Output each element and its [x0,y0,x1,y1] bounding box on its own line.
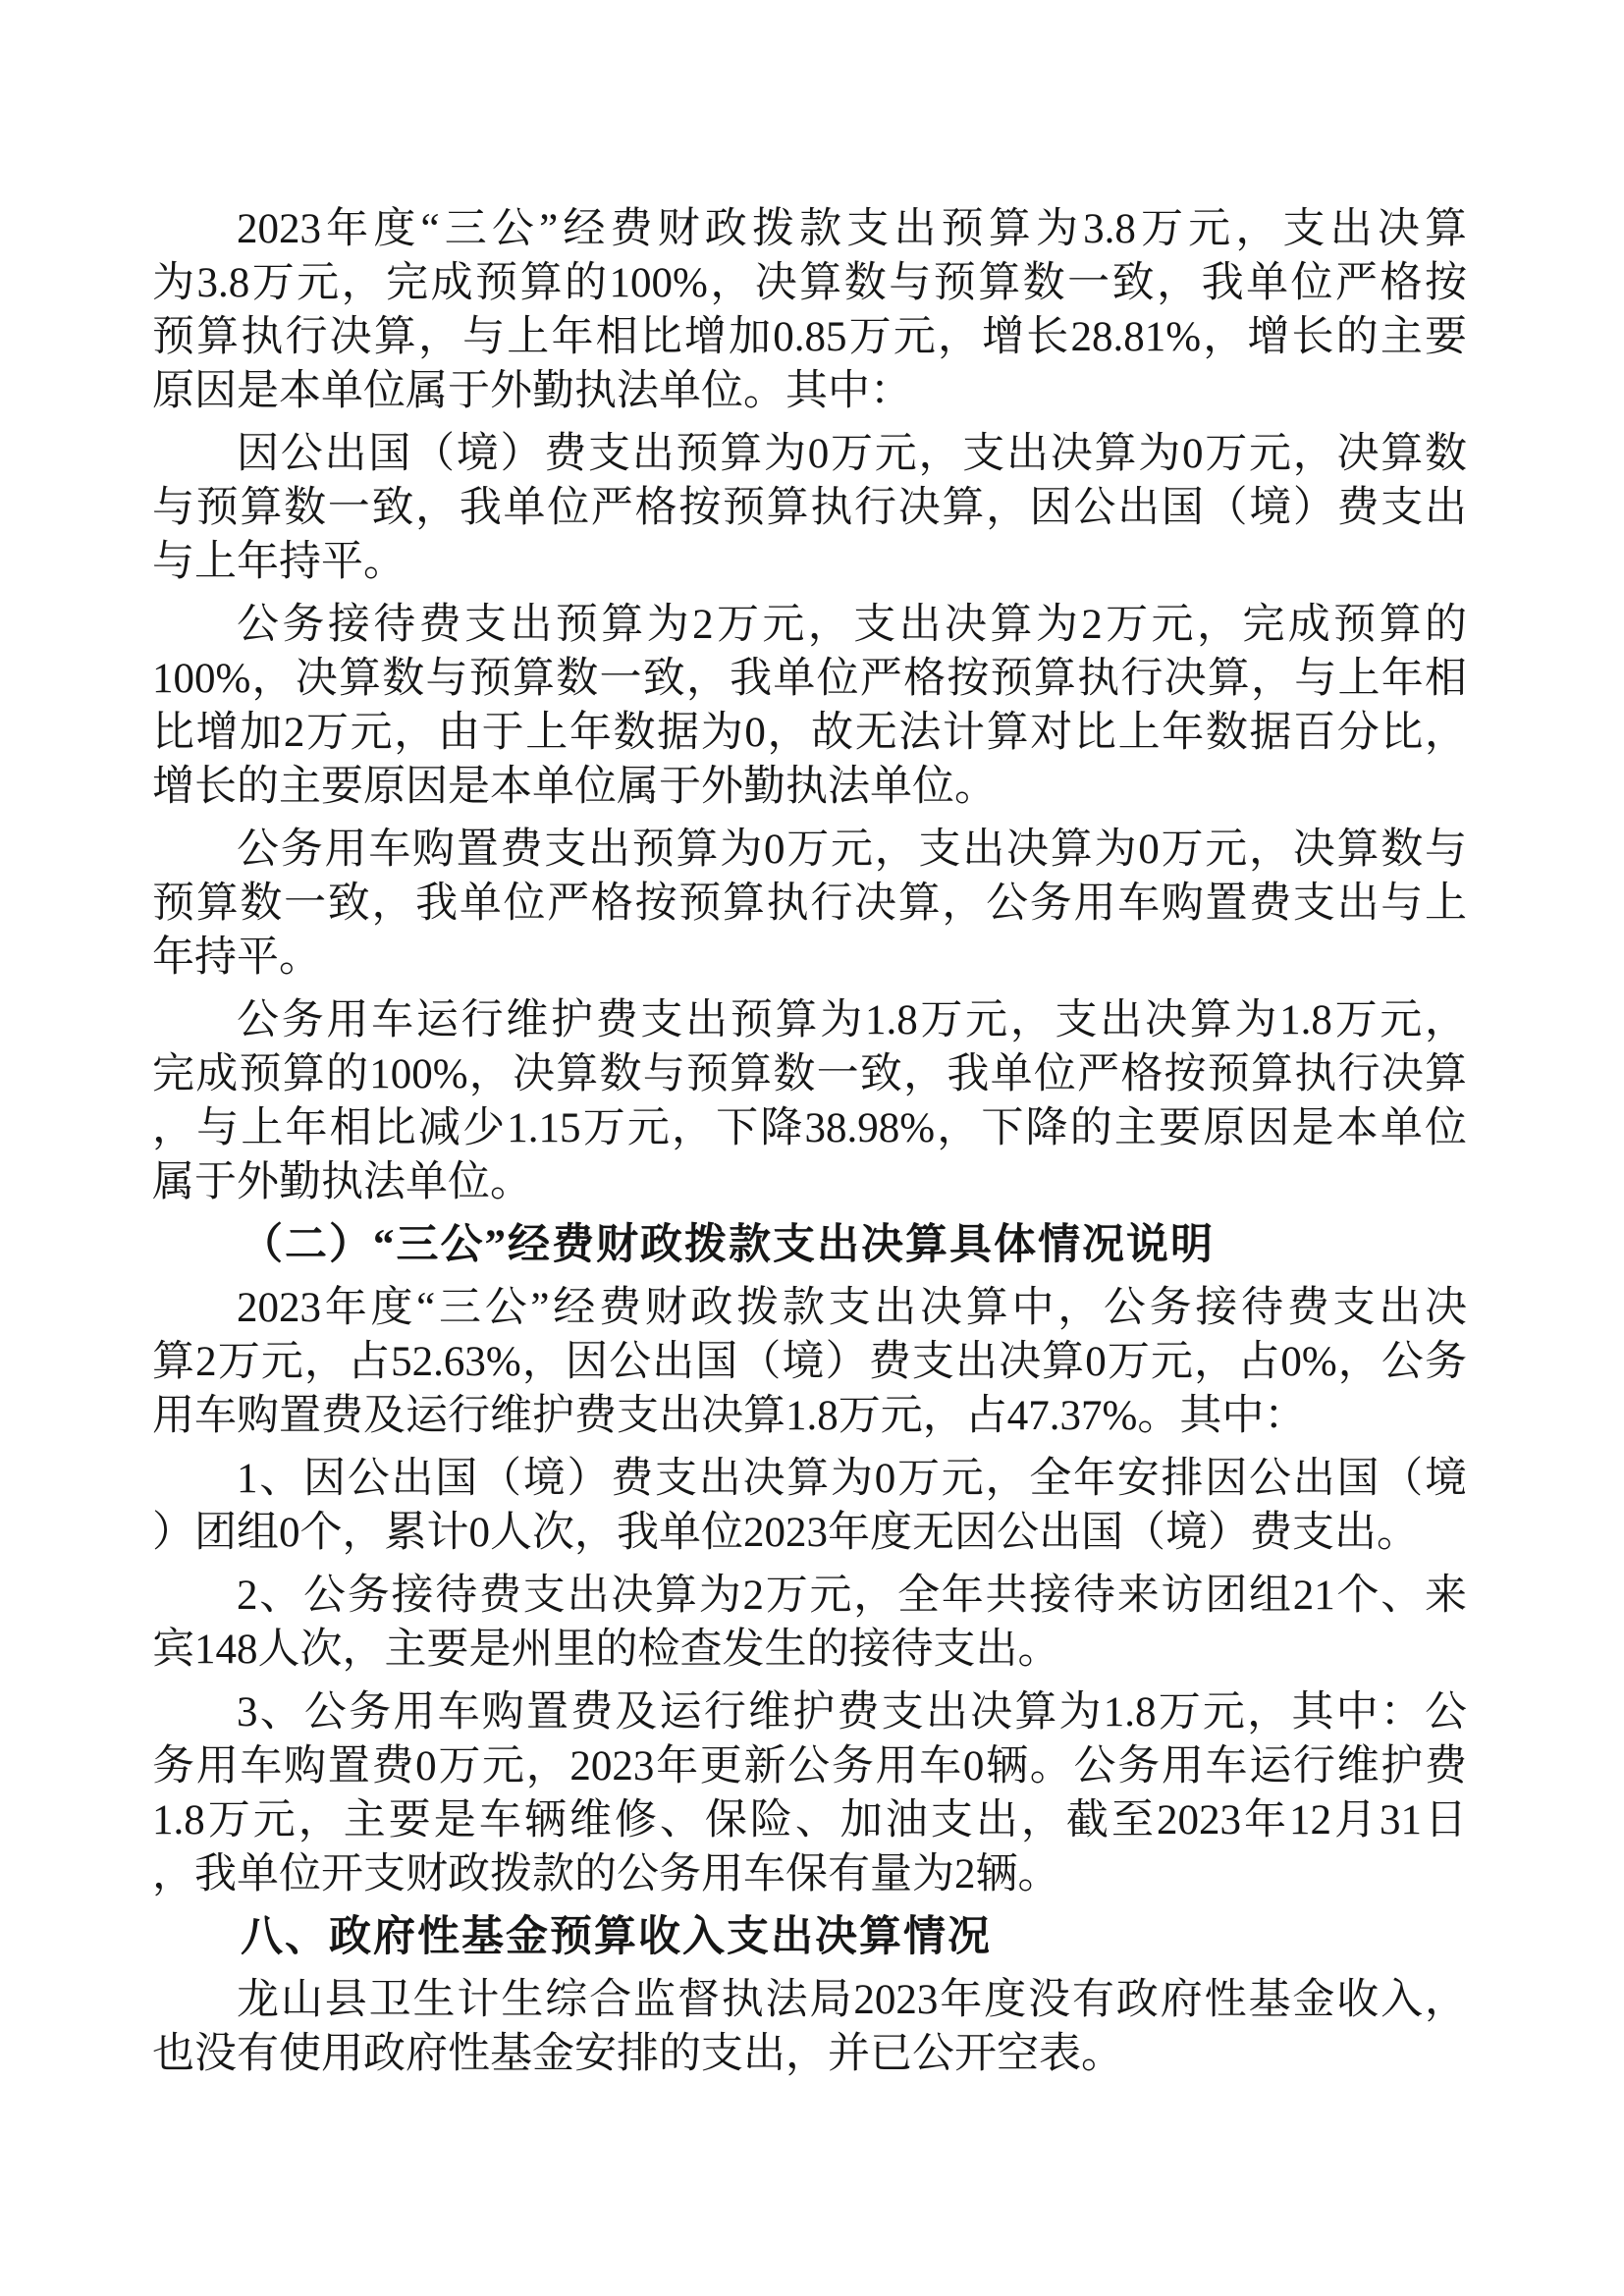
section-heading-text: 八、政府性基金预算收入支出决算情况 [241,1914,992,1960]
text-line: 与预算数一致，我单位严格按预算执行决算，因公出国（境）费支出 [152,485,1467,531]
paragraph-final-accounts-breakdown [152,1281,1467,1443]
list-item-1 [152,1452,1467,1560]
text-line: 与上年持平。 [152,539,406,585]
section-heading-text: （二）“三公”经费财政拨款支出决算具体情况说明 [241,1222,1215,1268]
list-item-2 [152,1569,1467,1677]
section-heading [152,1910,1467,1964]
text-line: 完成预算的100%，决算数与预算数一致，我单位严格按预算执行决算 [152,1051,1467,1097]
text-line: 1、因公出国（境）费支出决算为0万元，全年安排因公出国（境 [237,1456,1467,1502]
text-line: 公务用车购置费支出预算为0万元，支出决算为0万元，决算数与 [237,827,1467,873]
text-line: 算2万元，占52.63%，因公出国（境）费支出决算0万元，占0%，公务 [152,1339,1467,1385]
text-line: 也没有使用政府性基金安排的支出，并已公开空表。 [152,2031,1123,2077]
text-line: 宾148人次，主要是州里的检查发生的接待支出。 [152,1627,1060,1673]
text-line: 3、公务用车购置费及运行维护费支出决算为1.8万元，其中：公 [237,1689,1467,1735]
text-line: 务用车购置费0万元，2023年更新公务用车0辆。公务用车运行维护费 [152,1743,1467,1789]
text-line: ）团组0个，累计0人次，我单位2023年度无因公出国（境）费支出。 [152,1510,1419,1556]
text-line: 预算数一致，我单位严格按预算执行决算，公务用车购置费支出与上 [152,881,1467,927]
paragraph-reception [152,598,1467,814]
paragraph-vehicle-purchase [152,823,1467,985]
list-item-3 [152,1685,1467,1901]
text-line: 为3.8万元，完成预算的100%，决算数与预算数一致，我单位严格按 [152,260,1467,306]
text-line: 预算执行决算，与上年相比增加0.85万元，增长28.81%，增长的主要 [152,314,1467,360]
text-line: 公务用车运行维护费支出预算为1.8万元，支出决算为1.8万元， [237,997,1467,1043]
text-line: 龙山县卫生计生综合监督执法局2023年度没有政府性基金收入， [237,1977,1467,2023]
section-heading [152,1218,1467,1272]
text-line: 用车购置费及运行维护费支出决算1.8万元，占47.37%。其中： [152,1393,1307,1439]
text-line: 1.8万元，主要是车辆维修、保险、加油支出，截至2023年12月31日 [152,1797,1467,1843]
text-line: 原因是本单位属于外勤执法单位。其中： [152,368,912,414]
text-line: 因公出国（境）费支出预算为0万元，支出决算为0万元，决算数 [237,431,1467,477]
text-line: ，与上年相比减少1.15万元，下降38.98%，下降的主要原因是本单位 [152,1105,1467,1151]
text-line: 2、公务接待费支出决算为2万元，全年共接待来访团组21个、来 [237,1573,1467,1619]
text-line: 增长的主要原因是本单位属于外勤执法单位。 [152,764,997,810]
text-line: 比增加2万元，由于上年数据为0，故无法计算对比上年数据百分比， [152,710,1467,756]
paragraph-vehicle-maintenance [152,993,1467,1209]
document-body [152,202,1467,2081]
paragraph-overseas-travel [152,427,1467,589]
text-line: 年持平。 [152,934,321,981]
text-line: 2023年度“三公”经费财政拨款支出预算为3.8万元，支出决算 [237,206,1467,252]
paragraph-government-funds [152,1973,1467,2081]
text-line: 2023年度“三公”经费财政拨款支出决算中，公务接待费支出决 [237,1285,1467,1331]
text-line: 属于外勤执法单位。 [152,1159,532,1205]
text-line: 公务接待费支出预算为2万元，支出决算为2万元，完成预算的 [237,602,1467,648]
text-line: 100%，决算数与预算数一致，我单位严格按预算执行决算，与上年相 [152,656,1467,702]
text-line: ，我单位开支财政拨款的公务用车保有量为2辆。 [152,1851,1060,1897]
paragraph-budget-summary [152,202,1467,418]
